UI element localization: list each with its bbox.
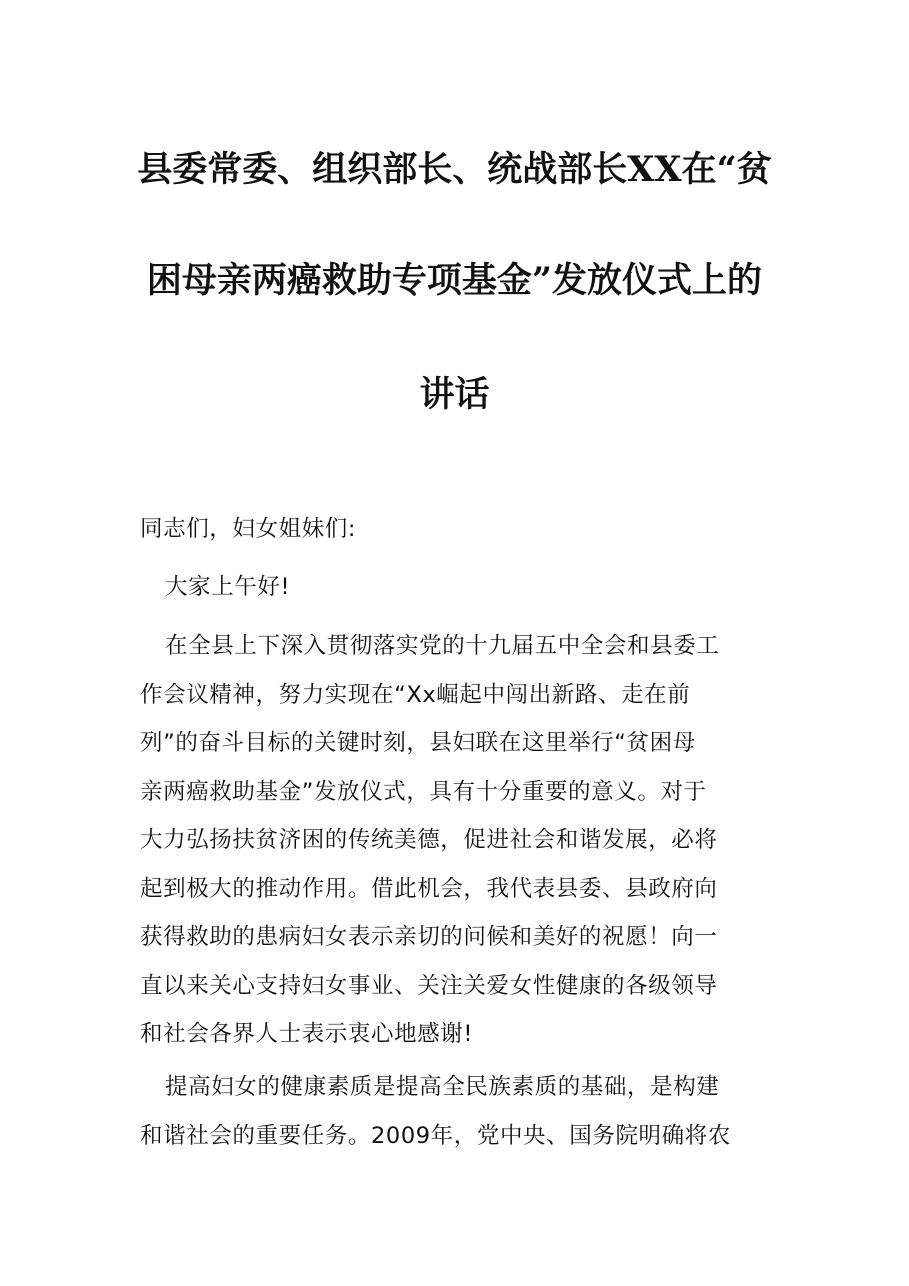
document-title-line-2: 困母亲两癌救助专项基金”发放仪式上的 xyxy=(146,260,763,301)
paragraph-line: 和谐社会的重要任务。2009年，党中央、国务院明确将农 xyxy=(140,1122,731,1149)
paragraph-line: 提高妇女的健康素质是提高全民族素质的基础，是构建 xyxy=(165,1074,720,1100)
document-title-line-3: 讲话 xyxy=(419,374,490,415)
document-title-line-1: 县委常委、组织部长、统战部长XX在“贫 xyxy=(137,149,772,190)
paragraph-line: 大力弘扬扶贫济困的传统美德，促进社会和谐发展，必将 xyxy=(140,827,718,853)
greeting: 大家上午好! xyxy=(165,574,291,600)
salutation: 同志们，妇女姐妹们: xyxy=(140,516,357,542)
paragraph-line: 亲两癌救助基金”发放仪式，具有十分重要的意义。对于 xyxy=(140,778,707,805)
paragraph-1 xyxy=(140,622,772,1059)
paragraph-line: 获得救助的患病妇女表示亲切的问候和美好的祝愿！向一 xyxy=(140,924,718,950)
paragraph-line: 作会议精神，努力实现在“Xx崛起中闯出新路、走在前 xyxy=(140,681,691,708)
paragraph-line: 列”的奋斗目标的关键时刻，县妇联在这里举行“贫困母 xyxy=(140,730,696,756)
paragraph-2 xyxy=(140,1063,772,1160)
paragraph-line: 在全县上下深入贯彻落实党的十九届五中全会和县委工 xyxy=(165,633,720,659)
paragraph-line: 和社会各界人士表示衷心地感谢! xyxy=(140,1021,474,1047)
paragraph-line: 起到极大的推动作用。借此机会，我代表县委、县政府向 xyxy=(140,875,718,902)
paragraph-line: 直以来关心支持妇女事业、关注关爱女性健康的各级领导 xyxy=(140,972,718,999)
